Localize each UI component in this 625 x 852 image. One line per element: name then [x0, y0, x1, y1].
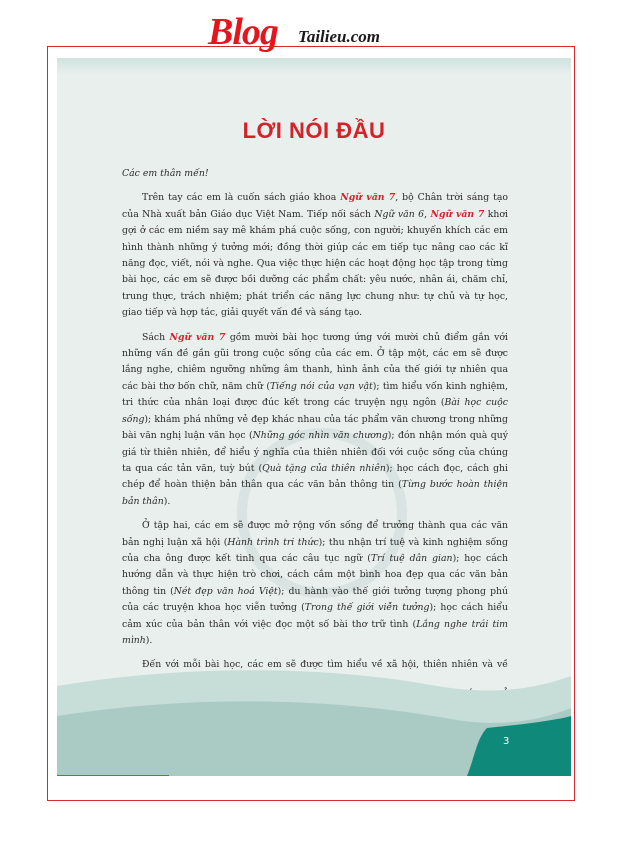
p2-text-2: gồm mười bài học tương ứng với mười chủ điểm gắn với những vấn đề gần gũi trong cuộc sống của các em. Ở tập một, các em sẽ được lắng nghe, chiêm ngưỡng những âm thanh, hình ảnh của thế giới tự nhiên qua các bài thơ bốn chữ, năm chữ (: [122, 331, 508, 392]
book-page: [57, 58, 571, 776]
p3-text-4: ); du hành vào thế giới tưởng tượng phong phú của các truyện khoa học viễn tưởng (: [122, 585, 509, 614]
page-top-band: [57, 58, 571, 74]
paragraph-4: Đến với mỗi bài học, các em sẽ được tìm hiểu về xã hội, thiên nhiên và về: [142, 659, 508, 671]
theme-title: Nét đẹp văn hoá Việt: [173, 585, 278, 597]
theme-title: Từng bước hoàn thiện bản thân: [122, 479, 508, 507]
theme-title: Lắng nghe trái tim mình: [122, 618, 508, 646]
p2-text-4: ); khám phá những vẻ đẹp khác nhau của tác phẩm văn chương trong những bài văn nghị luận văn học (: [122, 413, 508, 442]
p2-text-1: Sách: [142, 331, 170, 343]
theme-title: Bài học cuộc sống: [122, 397, 508, 425]
p3-text-6: ).: [145, 634, 153, 646]
salutation: Các em thân mến!: [122, 168, 209, 179]
book-title: Ngữ văn 7: [430, 208, 485, 220]
blue-underline: [57, 775, 169, 776]
p1-text-1: Trên tay các em là cuốn sách giáo khoa: [142, 192, 341, 204]
paragraph-1: [122, 190, 508, 321]
logo-tailieu-text: Tailieu.com: [298, 27, 381, 46]
p2-text-3: ); tìm hiểu vốn kinh nghiệm, tri thức của nhân loại được đúc kết trong các truyện ngụ ngôn (: [122, 380, 509, 409]
book-title: Ngữ văn 7: [169, 331, 226, 343]
paragraph-3: [122, 518, 508, 649]
p3-text-2: ); thu nhận trí tuệ và kinh nghiệm sống của cha ông được kết tinh qua các câu tục ngữ (: [122, 536, 508, 564]
theme-title: Trong thế giới viễn tưởng: [304, 602, 430, 614]
theme-title: Tiếng nói của vạn vật: [269, 380, 373, 392]
p1-text-4: khơi gợi ở các em niềm say mê khám phá cuộc sống, con người; khuyến khích các em hình thành những ý tưởng mới; đồng thời giúp các em tiếp tục nâng cao các kĩ năng đọc, viết, nói và nghe. Qua việc thực hiện các hoạt động học tập trong từng bài học, các em sẽ được bồi dưỡng các phẩm chất: yêu nước, nhân ái, chăm chỉ, trung thực, trách nhiệm; phát triển các năng lực chung như: tự chủ và tự học, giao tiếp và hợp tác, giải quyết vấn đề và sáng tạo.: [122, 208, 508, 319]
p1-text-2: , bộ Chân trời sáng tạo của Nhà xuất bản Giáo dục Việt Nam. Tiếp nối sách: [122, 192, 509, 220]
p2-text-5: ); đón nhận món quà quý giá từ thiên nhiên, để hiểu ý nghĩa của thiên nhiên đối với cuộc sống của chúng ta qua các tản văn, tuỳ bút (: [122, 430, 508, 474]
preface-text: [122, 166, 508, 731]
theme-title: Quà tặng của thiên nhiên: [262, 462, 386, 474]
footer-wave-decoration: [57, 658, 571, 776]
p3-text-1: Ở tập hai, các em sẽ được mở rộng vốn sống để trưởng thành qua các văn bản nghị luận xã hội (: [122, 520, 508, 548]
theme-title: Hành trình tri thức: [227, 536, 319, 548]
theme-title: Những góc nhìn văn chương: [252, 430, 388, 442]
p3-text-5: ); học cách hiểu cảm xúc của bản thân với việc đọc một số bài thơ trữ tình (: [122, 602, 508, 630]
page-title: LỜI NÓI ĐẦU: [242, 118, 386, 143]
paragraph-2: [122, 330, 508, 510]
logo-blog-text: Blog: [208, 11, 278, 53]
prev-book-title: Ngữ văn 6: [374, 208, 425, 220]
book-title: Ngữ văn 7: [340, 192, 396, 204]
p2-text-7: ).: [163, 495, 171, 507]
p3-text-3: ); học cách hướng dẫn và thực hiện trò chơi, cách cắm một bình hoa đẹp qua các văn bản thông tin (: [122, 552, 508, 597]
p1-text-3: ,: [424, 208, 431, 220]
page-number: 3: [503, 736, 510, 747]
theme-title: Trí tuệ dân gian: [370, 552, 453, 564]
p2-text-6: ); học cách đọc, cách ghi chép để hoàn thiện bản thân qua các văn bản thông tin (: [122, 462, 508, 491]
